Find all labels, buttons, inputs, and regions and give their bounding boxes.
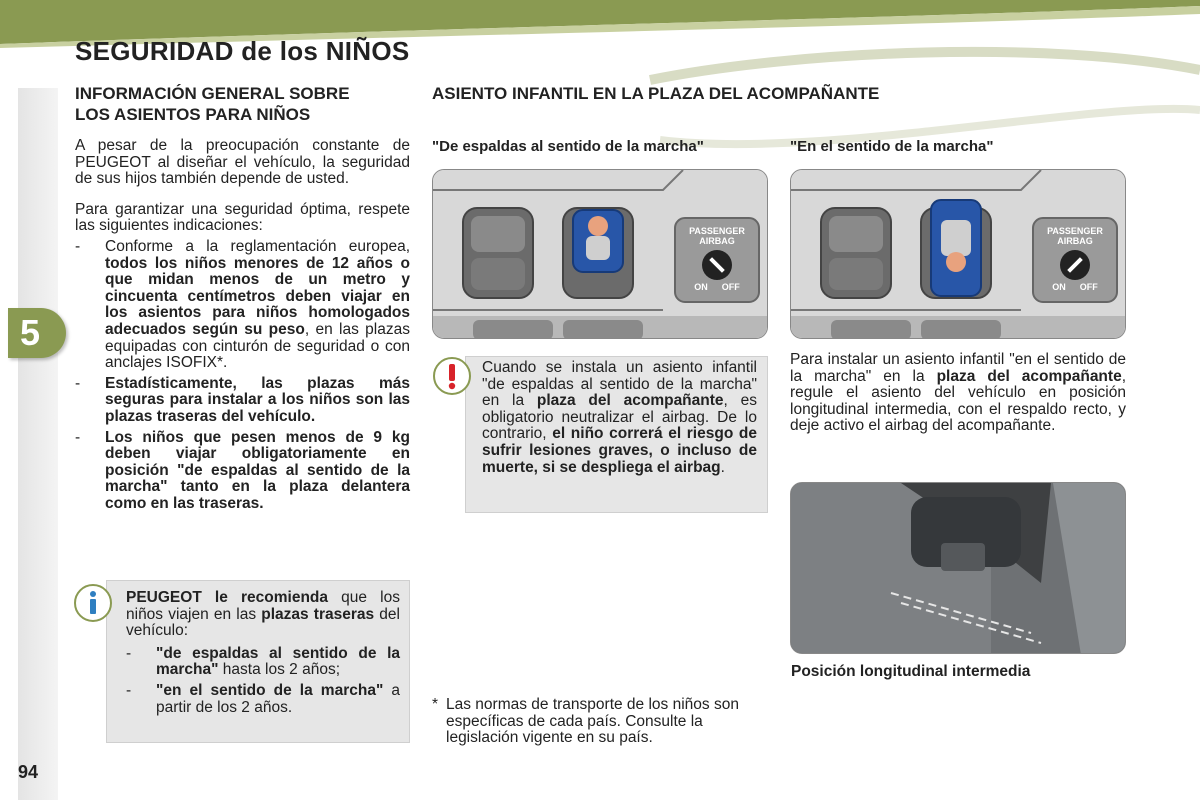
photo-caption: Posición longitudinal intermedia: [791, 663, 1031, 680]
intro-paragraph: A pesar de la preocupación constante de PEUGEOT al diseñar el vehículo, la seguridad de sus hijos también depende de usted.: [75, 137, 410, 188]
forward-facing-text: Para instalar un asiento infantil "en el sentido de la marcha" en la plaza del acompañante, regule el asiento del vehículo en posición longitudinal intermedia, con el respaldo recto, y deje activo el airbag del acompañante.: [790, 351, 1126, 435]
warning-text: Cuando se instala un asiento infantil "de espaldas al sentido de la marcha" en la plaza del acompañante, es obligatorio neutralizar el airbag. De lo contrario, el niño correrá el riesgo de sufrir lesiones graves, o incluso de muerte, si se despliega el airbag.: [482, 359, 758, 476]
chapter-tab: [8, 308, 66, 358]
airbag-switch-rear: PASSENGER AIRBAG ON OFF: [689, 226, 745, 292]
footnote: * Las normas de transporte de los niños son específicas de cada país. Consulte la legislación vigente en su país.: [432, 696, 739, 747]
left-body: [75, 138, 410, 516]
info-text: PEUGEOT le recomienda que los niños viajen en las plazas traseras del vehículo: - "de espaldas al sentido de la marcha" hasta los 2 años; - "en el sentido de la marcha" a partir de los 2 años.: [126, 589, 400, 716]
airbag-key-icon: [702, 250, 732, 280]
list-item: - Conforme a la reglamentación europea, todos los niños menores de 12 años o que midan menos de un metro y cincuenta centímetros deben viajar en los asientos para niños homologados adecuados según su peso, en las plazas equipadas con cinturón de seguridad o con anclajes ISOFIX*.: [75, 237, 410, 372]
rear-facing-illustration: [432, 169, 768, 339]
warning-icon: [433, 357, 471, 395]
page-number: 94: [18, 762, 39, 782]
instructions-paragraph: Para garantizar una seguridad óptima, respete las siguientes indicaciones:: [75, 200, 410, 235]
airbag-key-icon: [1060, 250, 1090, 280]
seat-position-photo: [790, 482, 1126, 654]
list-item: - "en el sentido de la marcha" a partir de los 2 años.: [126, 681, 400, 716]
subheading-forward-facing: "En el sentido de la marcha": [790, 138, 994, 155]
left-margin-band: [18, 88, 58, 800]
airbag-switch-forward: PASSENGER AIRBAG ON OFF: [1047, 226, 1103, 292]
right-heading: ASIENTO INFANTIL EN LA PLAZA DEL ACOMPAÑANTE: [432, 84, 880, 103]
list-item: - "de espaldas al sentido de la marcha" hasta los 2 años;: [126, 644, 400, 679]
seat-rail-illustration: [791, 483, 1126, 654]
info-icon: [74, 584, 112, 622]
list-item: - Estadísticamente, las plazas más seguras para instalar a los niños son las plazas traseras del vehículo.: [75, 374, 410, 425]
chapter-number: 5: [19, 312, 41, 353]
forward-facing-illustration: [790, 169, 1126, 339]
page-title: SEGURIDAD de los NIÑOS: [75, 36, 410, 66]
left-heading: INFORMACIÓN GENERAL SOBRE LOS ASIENTOS PARA NIÑOS: [75, 84, 350, 124]
list-item: - Los niños que pesen menos de 9 kg deben viajar obligatoriamente en posición "de espaldas al sentido de la marcha" tanto en la plaza delantera como en las traseras.: [75, 428, 410, 512]
subheading-rear-facing: "De espaldas al sentido de la marcha": [432, 138, 704, 155]
